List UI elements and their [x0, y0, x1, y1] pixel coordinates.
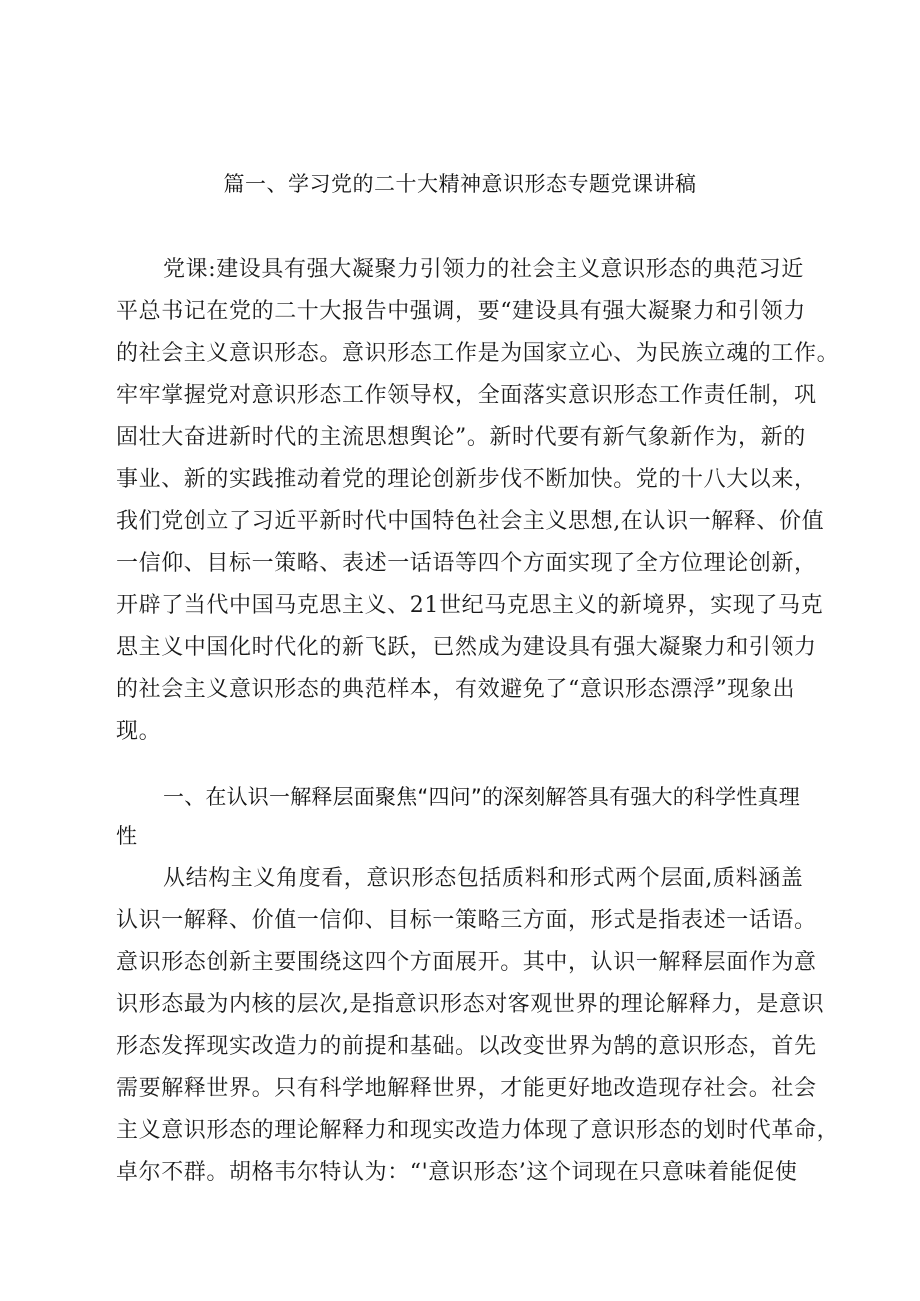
body-line: 意识形态创新主要围绕这四个方面展开。其中，认识一解释层面作为意	[116, 950, 817, 975]
section-heading: 性	[116, 824, 138, 848]
intro-line: 事业、新的实践推动着党的理论创新步伐不断加快。党的十八大以来，	[116, 467, 817, 492]
body-line: 需要解释世界。只有科学地解释世界，才能更好地改造现存社会。社会	[116, 1076, 817, 1101]
intro-line: 牢牢掌握党对意识形态工作领导权，全面落实意识形态工作责任制，巩	[116, 383, 817, 408]
intro-line: 固壮大奋进新时代的主流思想舆论”。新时代要有新气象新作为，新的	[116, 425, 806, 450]
section-heading: 一、在认识一解释层面聚焦“四问”的深刻解答具有强大的科学性真理	[163, 785, 800, 809]
intro-line: 平总书记在党的二十大报告中强调，要“建设具有强大凝聚力和引领力	[116, 299, 806, 324]
intro-line: 开辟了当代中国马克思主义、21世纪马克思主义的新境界，实现了马克	[116, 593, 824, 618]
intro-line: 思主义中国化时代化的新飞跃，已然成为建设具有强大凝聚力和引领力	[116, 635, 817, 660]
intro-line: 党课:建设具有强大凝聚力引领力的社会主义意识形态的典范习近	[163, 257, 804, 282]
body-line: 从结构主义角度看，意识形态包括质料和形式两个层面,质料涵盖	[163, 866, 804, 891]
intro-line: 我们党创立了习近平新时代中国特色社会主义思想,在认识一解释、价值	[116, 509, 825, 534]
body-line: 卓尔不群。胡格韦尔特认为：“'意识形态’这个词现在只意味着能促使	[116, 1160, 798, 1185]
intro-line: 现。	[116, 719, 162, 744]
body-line: 认识一解释、价值一信仰、目标一策略三方面，形式是指表述一话语。	[116, 908, 817, 933]
body-line: 识形态最为内核的层次,是指意识形态对客观世界的理论解释力，是意识	[116, 992, 825, 1017]
intro-line: 的社会主义意识形态。意识形态工作是为国家立心、为民族立魂的工作。	[116, 341, 840, 366]
intro-line: 的社会主义意识形态的典范样本，有效避免了“意识形态漂浮”现象出	[116, 677, 796, 702]
document-title: 篇一、学习党的二十大精神意识形态专题党课讲稿	[223, 172, 697, 196]
body-line: 主义意识形态的理论解释力和现实改造力体现了意识形态的划时代革命，	[116, 1118, 840, 1143]
intro-line: 一信仰、目标一策略、表述一话语等四个方面实现了全方位理论创新，	[116, 551, 817, 576]
body-line: 形态发挥现实改造力的前提和基础。以改变世界为鹄的意识形态，首先	[116, 1034, 817, 1059]
